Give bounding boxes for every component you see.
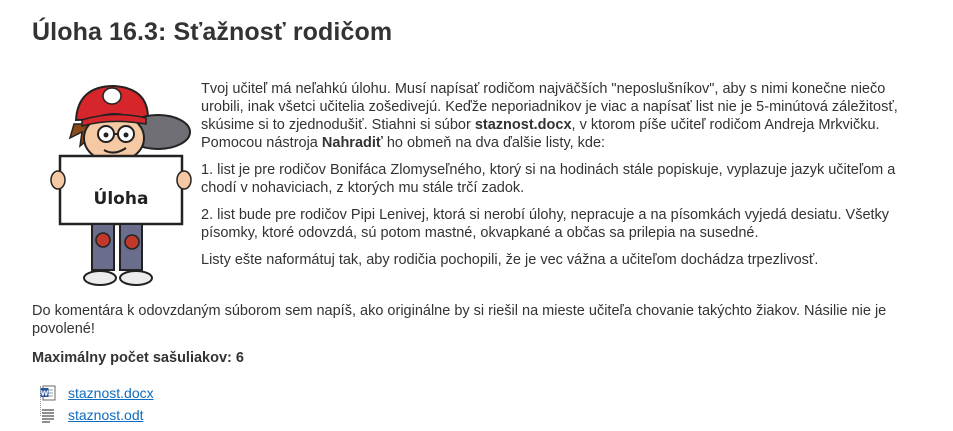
description-paragraph-1: Tvoj učiteľ má neľahkú úlohu. Musí napísať rodičom najväčších "neposlušníkov", aby s nimi konečne niečo urobili, inak všetci učitelia zošedivejú. Keďže neporiadnikov je viac a napísať list nie je 5-minútová záležitosť, skúsime si to zjednodušiť. Stiahni si súbor staznost.docx, v ktorom píše učiteľ rodičom Andreja Mrkvičku. Pomocou nástroja Nahradiť ho obmeň na dva ďalšie listy, kde:: [201, 81, 898, 151]
description-paragraph-2: 1. list je pre rodičov Bonifáca Zlomyseľného, ktorý si na hodinách stále popiskuje, vyplazuje jazyk učiteľom a chodí v nohaviciach, z ktorých mu stále trčí zadok.: [201, 162, 896, 196]
page-title: Úloha 16.3: Sťažnosť rodičom: [32, 18, 393, 46]
sign-label: Úloha: [93, 189, 149, 209]
description-paragraph-3: 2. list bude pre rodičov Pipi Lenivej, ktorá si nerobí úlohy, nepracuje a na písomkách vyjedá desiatu. Všetky písomky, ktoré odovzdá, sú potom mastné, okvapkané a občas sa prilepia na susedné.: [201, 207, 890, 241]
cartoon-boy-icon: [48, 80, 193, 290]
max-points: Maximálny počet sašuliakov: 6: [32, 350, 244, 366]
file-link-odt[interactable]: staznost.odt: [68, 407, 144, 423]
file-list: [40, 382, 154, 426]
comment-instruction: Do komentára k odovzdaným súborom sem napíš, ako originálne by si riešil na mieste učiteľa chovanie takýchto žiakov. Násilie nie je povolené!: [32, 303, 887, 337]
task-illustration: [48, 80, 193, 290]
file-link-docx[interactable]: staznost.docx: [68, 385, 154, 401]
word-document-icon: [40, 385, 56, 401]
text-document-icon: [40, 407, 56, 423]
svg-text:W: W: [40, 389, 49, 398]
file-item-odt: [40, 404, 154, 426]
description-paragraph-4: Listy ešte naformátuj tak, aby rodičia pochopili, že je vec vážna a učiteľom dochádza trpezlivosť.: [201, 252, 819, 268]
task-description: [201, 80, 921, 278]
file-item-docx: [40, 382, 154, 404]
